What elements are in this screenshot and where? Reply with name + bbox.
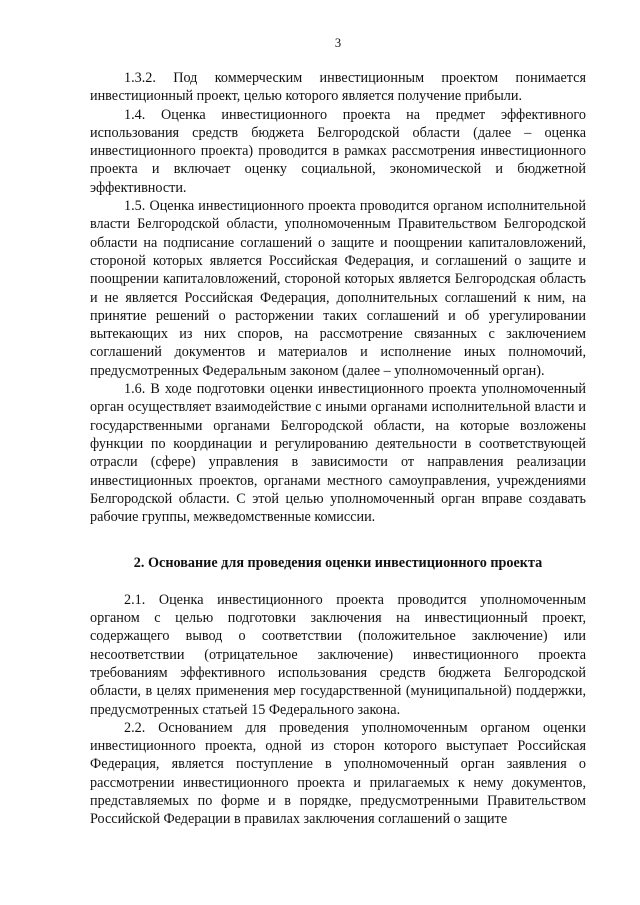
paragraph-1-4: 1.4. Оценка инвестиционного проекта на предмет эффективного использования средств бюджета Белгородской области (далее – оценка инвестиционного проекта) проводится в рамках рассмотрения инвестиционного проекта и включает оценку социальной, экономической и бюджетной эффективности. bbox=[90, 106, 586, 196]
paragraph-1-5: 1.5. Оценка инвестиционного проекта проводится органом исполнительной власти Белгородской области, уполномоченным Правительством Белгородской области на подписание соглашений о защите и поощрении капиталовложений, стороной которых является Российская Федерация, и соглашений о защите и поощрении капиталовложений, стороной которых является Белгородская область и не является Российская Федерация, дополнительных соглашений к ним, на принятие решений о расторжении таких соглашений и об урегулировании вытекающих из них споров, на рассмотрение связанных с заключением соглашений документов и материалов и исполнение иных полномочий, предусмотренных Федеральным законом (далее – уполномоченный орган). bbox=[90, 198, 586, 379]
page-number: 3 bbox=[334, 36, 342, 50]
section-2-heading: 2. Основание для проведения оценки инвестиционного проекта bbox=[133, 555, 543, 572]
paragraph-2-2: 2.2. Основанием для проведения уполномоченным органом оценки инвестиционного проекта, одной из сторон которого выступает Российская Федерация, является поступление в уполномоченный орган заявления о рассмотрении инвестиционного проекта и прилагаемых к нему документов, представляемых по форме и в порядке, предусмотренными Правительством Российской Федерации в правилах заключения соглашений о защите bbox=[90, 719, 586, 828]
paragraph-1-3-2: 1.3.2. Под коммерческим инвестиционным проектом понимается инвестиционный проект, целью которого является получение прибыли. bbox=[90, 70, 586, 105]
paragraph-2-1: 2.1. Оценка инвестиционного проекта проводится уполномоченным органом с целью подготовки заключения на инвестиционный проект, содержащего вывод о соответствии (положительное заключение) или несоответствии (отрицательное заключение) инвестиционного проекта требованиям эффективного использования средств бюджета Белгородской области, в целях применения мер государственной (муниципальной) поддержки, предусмотренных статьей 15 Федерального закона. bbox=[90, 591, 586, 718]
paragraph-1-6: 1.6. В ходе подготовки оценки инвестиционного проекта уполномоченный орган осуществляет взаимодействие с иными органами исполнительной власти и государственными органами Белгородской области, на которые возложены функции по координации и регулированию деятельности в соответствующей отрасли (сфере) управления в зависимости от направления реализации инвестиционных проектов, органами местного самоуправления, учреждениями Белгородской области. С этой целью уполномоченный орган вправе создавать рабочие группы, межведомственные комиссии. bbox=[90, 381, 586, 526]
